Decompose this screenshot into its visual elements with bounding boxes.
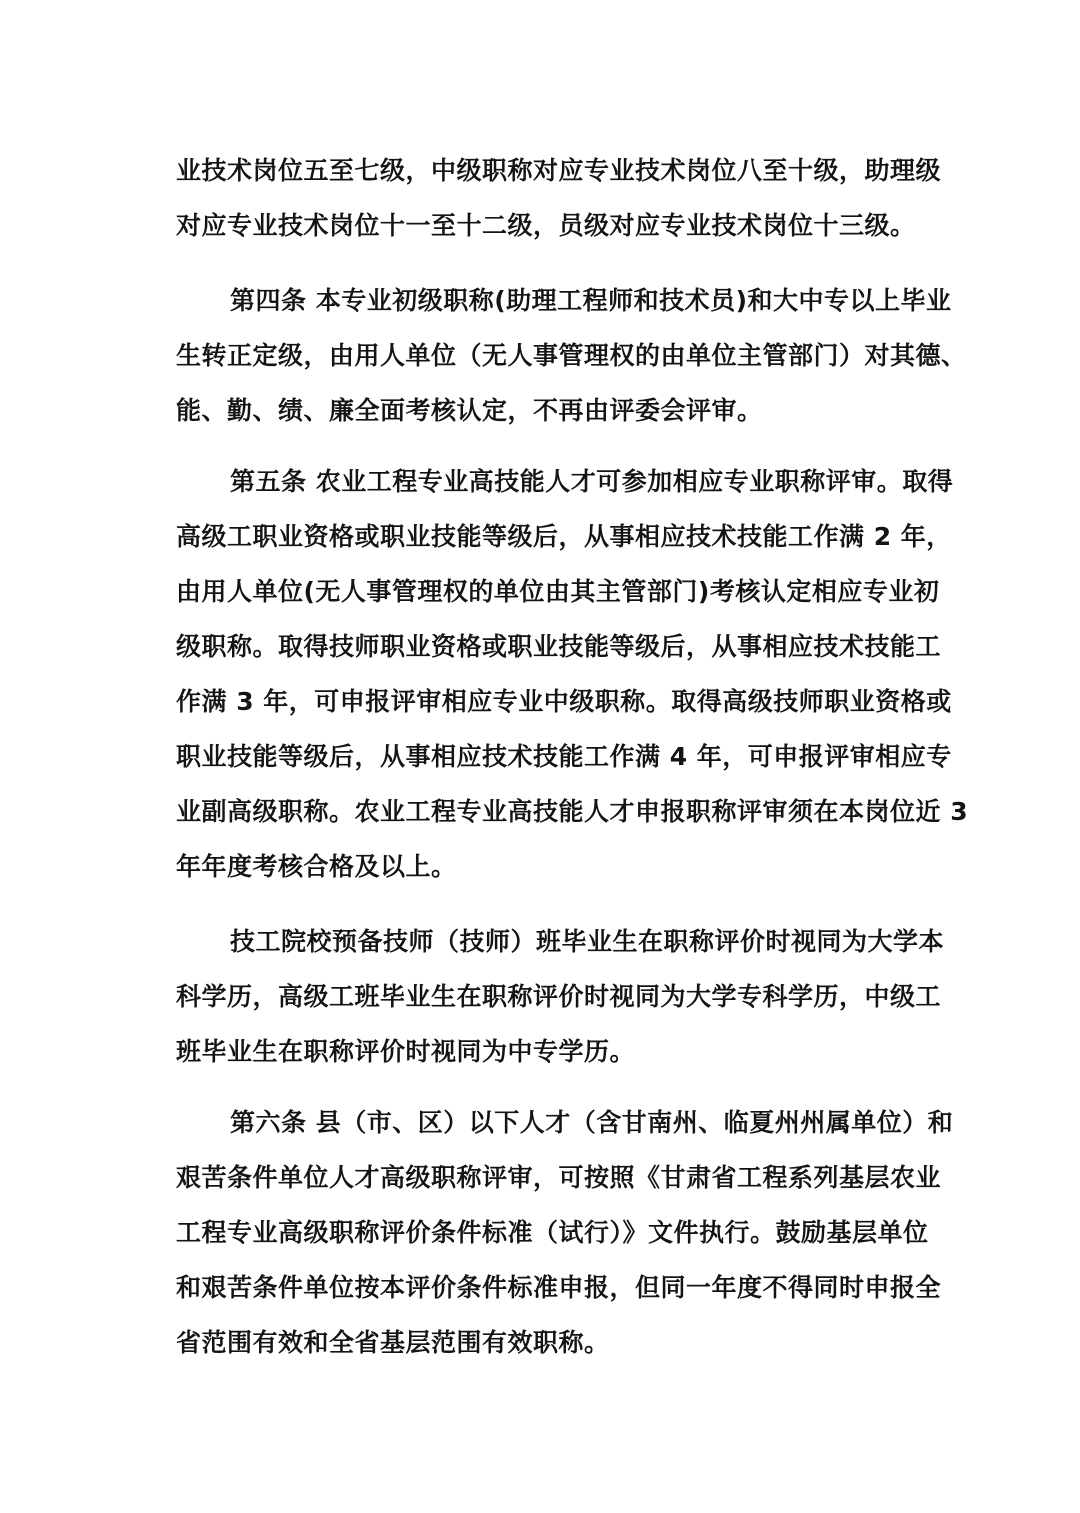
article-5-line-4: 级职称。取得技师职业资格或职业技能等级后，从事相应技术技能工 [176,632,942,661]
article-6-line-3: 工程专业高级职称评价条件标准（试行）》文件执行。鼓励基层单位 [176,1218,929,1247]
article-5-line-5: 作满 3 年，可申报评审相应专业中级职称。取得高级技师职业资格或 [176,687,952,716]
article-4-line-2: 生转正定级，由用人单位（无人事管理权的由单位主管部门）对其德、 [176,341,967,370]
technical-school-line-3: 班毕业生在职称评价时视同为中专学历。 [176,1037,636,1066]
article-4-line-3: 能、勤、绩、廉全面考核认定，不再由评委会评审。 [176,396,763,425]
article-5-line-3: 由用人单位(无人事管理权的单位由其主管部门)考核认定相应专业初 [176,577,940,606]
article-6-line-2: 艰苦条件单位人才高级职称评审，可按照《甘肃省工程系列基层农业 [176,1163,942,1192]
article-6-line-4: 和艰苦条件单位按本评价条件标准申报，但同一年度不得同时申报全 [176,1273,942,1302]
article-5-line-8: 年年度考核合格及以上。 [176,852,457,881]
article-5-line-2: 高级工职业资格或职业技能等级后，从事相应技术技能工作满 2 年， [176,522,952,551]
article-6-line-1: 第六条 县（市、区）以下人才（含甘南州、临夏州州属单位）和 [230,1108,954,1137]
article-5-line-6: 职业技能等级后，从事相应技术技能工作满 4 年，可申报评审相应专 [176,742,952,771]
paragraph-1-line-1: 业技术岗位五至七级，中级职称对应专业技术岗位八至十级，助理级 [176,156,942,185]
article-5-line-7: 业副高级职称。农业工程专业高技能人才申报职称评审须在本岗位近 3 [176,797,969,826]
article-6-line-5: 省范围有效和全省基层范围有效职称。 [176,1328,610,1357]
article-5-line-1: 第五条 农业工程专业高技能人才可参加相应专业职称评审。取得 [230,467,954,496]
paragraph-1-line-2: 对应专业技术岗位十一至十二级，员级对应专业技术岗位十三级。 [176,211,916,240]
technical-school-line-1: 技工院校预备技师（技师）班毕业生在职称评价时视同为大学本 [230,927,945,956]
article-4-line-1: 第四条 本专业初级职称(助理工程师和技术员)和大中专以上毕业 [230,286,952,315]
technical-school-line-2: 科学历，高级工班毕业生在职称评价时视同为大学专科学历，中级工 [176,982,942,1011]
